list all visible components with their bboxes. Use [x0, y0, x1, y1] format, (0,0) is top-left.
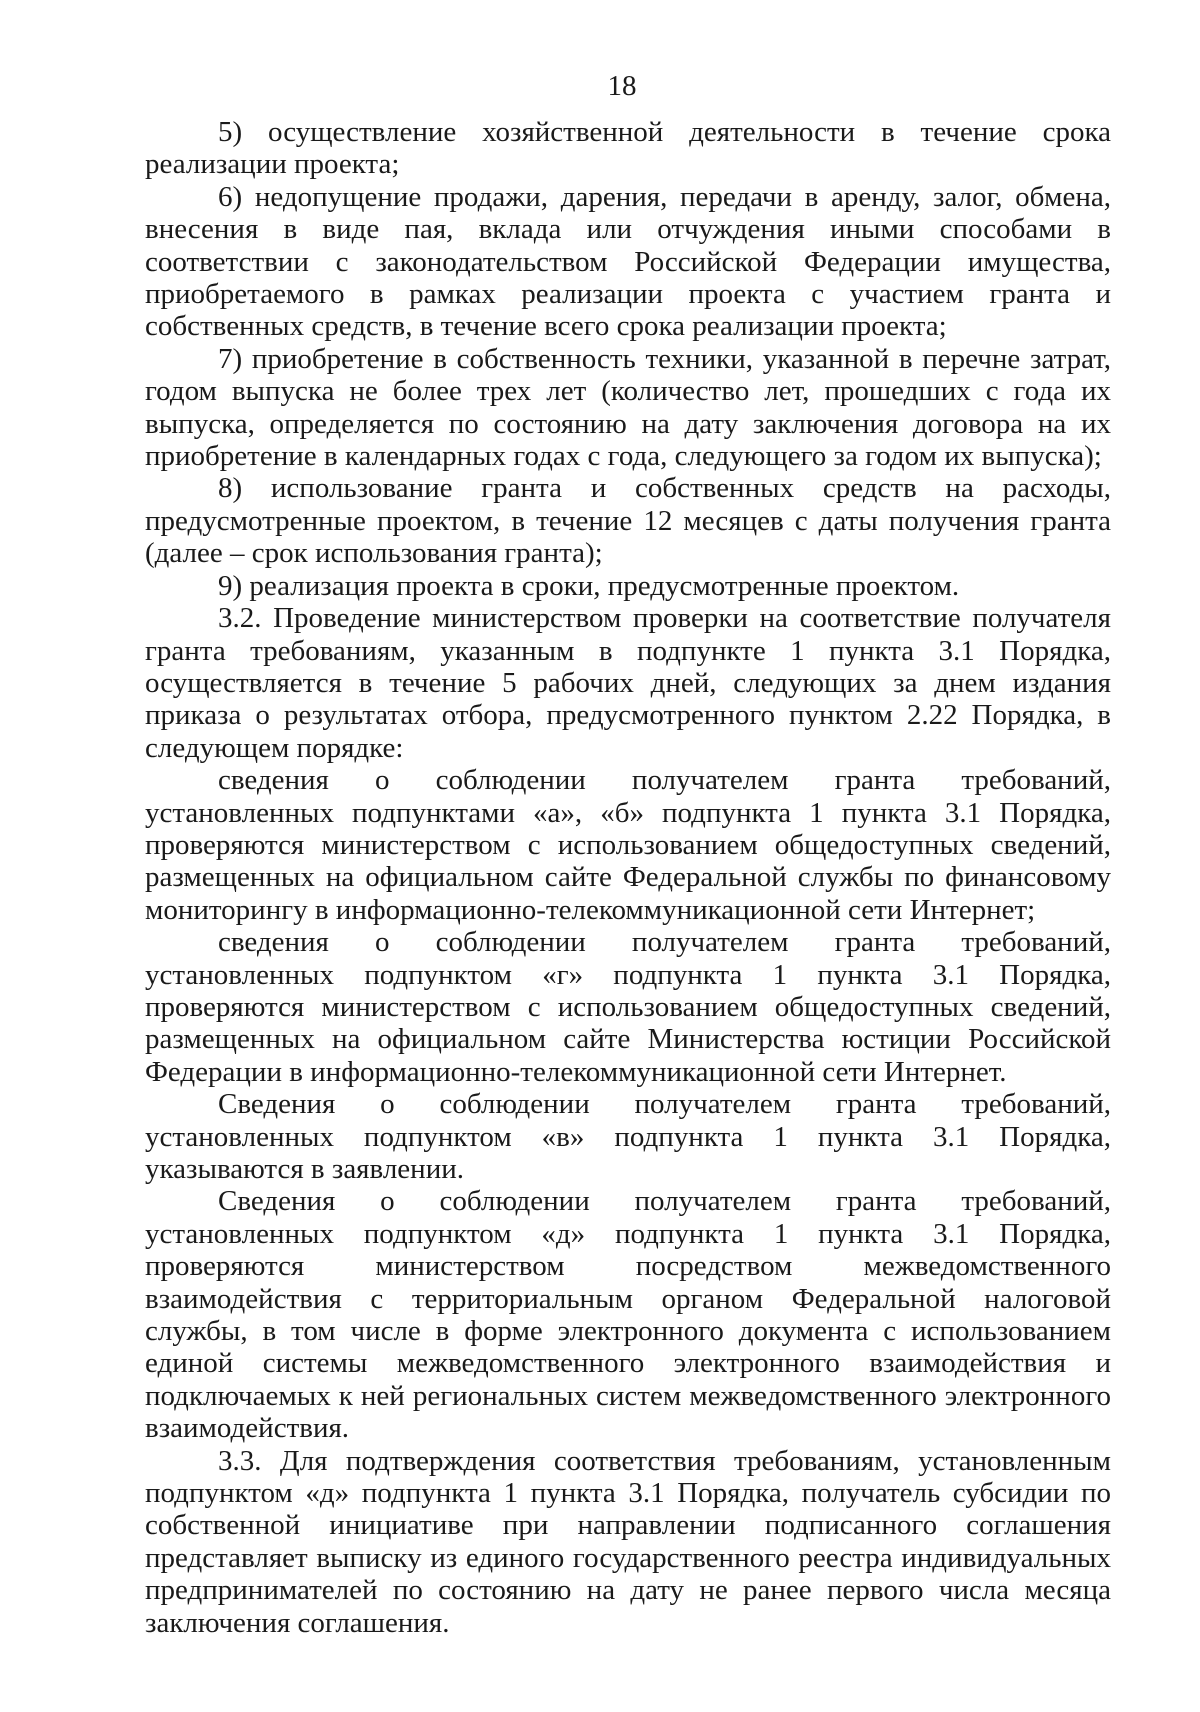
- paragraph-item-8: 8) использование гранта и собственных средств на расходы, предусмотренные проектом, в течение 12 месяцев с даты получения гранта (далее – срок использования гранта);: [145, 472, 1111, 570]
- paragraph-rosfinmonitoring-check: сведения о соблюдении получателем гранта требований, установленных подпунктами «а», «б» подпункта 1 пункта 3.1 Порядка, проверяются министерством с использованием общедоступных сведений, размещенных на официальном сайте Федеральной службы по финансовому мониторингу в информационно-телекоммуникационной сети Интернет;: [145, 764, 1111, 926]
- paragraph-section-3-3: 3.3. Для подтверждения соответствия требованиям, установленным подпунктом «д» подпункта 1 пункта 3.1 Порядка, получатель субсидии по собственной инициативе при направлении подписанного соглашения представляет выписку из единого государственного реестра индивидуальных предпринимателей по состоянию на дату не ранее первого числа месяца заключения соглашения.: [145, 1444, 1111, 1639]
- paragraph-application-statement: Сведения о соблюдении получателем гранта требований, установленных подпунктом «в» подпункта 1 пункта 3.1 Порядка, указываются в заявлении.: [145, 1088, 1111, 1185]
- paragraph-item-9: 9) реализация проекта в сроки, предусмотренные проектом.: [218, 569, 960, 602]
- paragraph-item-6: 6) недопущение продажи, дарения, передачи в аренду, залог, обмена, внесения в виде пая, вклада или отчуждения иными способами в соответствии с законодательством Российской Федерации имущества, приобретаемого в рамках реализации проекта с участием гранта и собственных средств, в течение всего срока реализации проекта;: [145, 180, 1111, 343]
- document-body: [145, 116, 1111, 1639]
- paragraph-item-5: 5) осуществление хозяйственной деятельности в течение срока реализации проекта;: [145, 116, 1111, 181]
- paragraph-item-7: 7) приобретение в собственность техники, указанной в перечне затрат, годом выпуска не более трех лет (количество лет, прошедших с года их выпуска, определяется по состоянию на дату заключения договора на их приобретение в календарных годах с года, следующего за годом их выпуска);: [145, 342, 1111, 473]
- paragraph-tax-service-check: Сведения о соблюдении получателем гранта требований, установленных подпунктом «д» подпункта 1 пункта 3.1 Порядка, проверяются министерством посредством межведомственного взаимодействия с территориальным органом Федеральной налоговой службы, в том числе в форме электронного документа с использованием единой системы межведомственного электронного взаимодействия и подключаемых к ней региональных систем межведомственного электронного взаимодействия.: [145, 1185, 1111, 1445]
- page-number: 18: [607, 70, 637, 102]
- paragraph-minjust-check: сведения о соблюдении получателем гранта требований, установленных подпунктом «г» подпункта 1 пункта 3.1 Порядка, проверяются министерством с использованием общедоступных сведений, размещенных на официальном сайте Министерства юстиции Российской Федерации в информационно-телекоммуникационной сети Интернет.: [145, 926, 1111, 1088]
- paragraph-section-3-2: 3.2. Проведение министерством проверки на соответствие получателя гранта требованиям, указанным в подпункте 1 пункта 3.1 Порядка, осуществляется в течение 5 рабочих дней, следующих за днем издания приказа о результатах отбора, предусмотренного пунктом 2.22 Порядка, в следующем порядке:: [145, 602, 1111, 764]
